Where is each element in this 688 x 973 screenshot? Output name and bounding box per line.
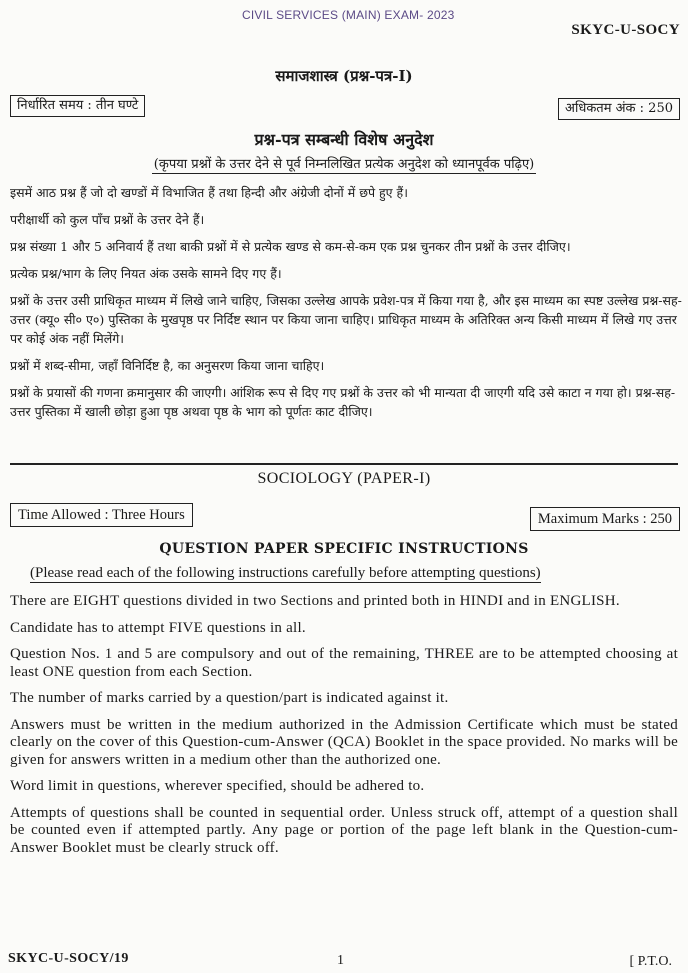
english-instruction: Question Nos. 1 and 5 are compulsory and out of the remaining, THREE are to be attempted choosing at least ONE question from each Section.	[10, 646, 678, 680]
hindi-instructions	[10, 183, 686, 429]
english-instructions-heading: QUESTION PAPER SPECIFIC INSTRUCTIONS	[159, 541, 529, 557]
english-paper-title: SOCIOLOGY (PAPER-I)	[257, 470, 431, 487]
hindi-instructions-subheading: (कृपया प्रश्नों के उत्तर देने से पूर्व निम्नलिखित प्रत्येक अनुदेश को ध्यानपूर्वक पढ़िए)	[153, 157, 535, 172]
english-instruction: Candidate has to attempt FIVE questions in all.	[10, 619, 306, 636]
hindi-instruction: परीक्षार्थी को कुल पाँच प्रश्नों के उत्तर देने हैं।	[10, 212, 205, 227]
english-instruction: Attempts of questions shall be counted in sequential order. Unless struck off, attempt of a question shall be counted even if attempted partly. Any page or portion of the page left blank in the Question-cum-Answer Booklet must be clearly struck off.	[10, 804, 678, 856]
english-instruction: Answers must be written in the medium authorized in the Admission Certificate which must be stated clearly on the cover of this Question-cum-Answer (QCA) Booklet in the space provided. No marks will be given for answers written in a medium other than the authorized one.	[10, 716, 678, 768]
hindi-instruction: प्रश्न संख्या 1 और 5 अनिवार्य हैं तथा बाकी प्रश्नों में से प्रत्येक खण्ड से कम-से-कम एक प्रश्न चुनकर तीन प्रश्नों के उत्तर दीजिए।	[10, 239, 571, 254]
paper-code: SKYC-U-SOCY	[571, 22, 680, 38]
english-instruction: There are EIGHT questions divided in two Sections and printed both in HINDI and in ENGLISH.	[10, 593, 620, 609]
english-instruction: Word limit in questions, wherever specified, should be adhered to.	[10, 778, 425, 794]
section-divider	[10, 463, 678, 465]
english-max-marks: Maximum Marks : 250	[530, 507, 680, 531]
english-instructions-subheading: (Please read each of the following instructions carefully before attempting questions)	[30, 565, 541, 581]
hindi-paper-title: समाजशास्त्र (प्रश्न-पत्र-I)	[275, 67, 413, 85]
please-turn-over: [ P.T.O.	[629, 954, 672, 969]
hindi-time-allowed: निर्धारित समय : तीन घण्टे	[10, 95, 145, 117]
exam-stamp: CIVIL SERVICES (MAIN) EXAM- 2023	[242, 8, 455, 22]
english-instruction: The number of marks carried by a question/part is indicated against it.	[10, 690, 449, 706]
hindi-instructions-heading: प्रश्न-पत्र सम्बन्धी विशेष अनुदेश	[254, 130, 434, 149]
footer-paper-code: SKYC-U-SOCY/19	[8, 951, 129, 966]
hindi-instruction: प्रश्नों में शब्द-सीमा, जहाँ विनिर्दिष्ट है, का अनुसरण किया जाना चाहिए।	[10, 358, 325, 373]
hindi-instruction: प्रश्नों के प्रयासों की गणना क्रमानुसार की जाएगी। आंशिक रूप से दिए गए प्रश्नों के उत्तर को भी मान्यता दी जाएगी यदि उसे काटा न गया हो। प्रश्न-सह-उत्तर पुस्तिका में खाली छोड़ा हुआ पृष्ठ अथवा पृष्ठ के भाग को पूर्णतः काट दीजिए।	[10, 385, 676, 419]
hindi-instruction: इसमें आठ प्रश्न हैं जो दो खण्डों में विभाजित हैं तथा हिन्दी और अंग्रेजी दोनों में छपे हुए हैं।	[10, 185, 408, 200]
hindi-instruction: प्रत्येक प्रश्न/भाग के लिए नियत अंक उसके सामने दिए गए हैं।	[10, 266, 282, 281]
english-time-allowed: Time Allowed : Three Hours	[10, 503, 193, 527]
page-number: 1	[337, 953, 344, 968]
hindi-max-marks: अधिकतम अंक : 250	[558, 98, 680, 120]
english-instructions	[10, 593, 678, 866]
hindi-instruction: प्रश्नों के उत्तर उसी प्राधिकृत माध्यम में लिखे जाने चाहिए, जिसका उल्लेख आपके प्रवेश-पत्र में किया गया है, और इस माध्यम का स्पष्ट उल्लेख प्रश्न-सह-उत्तर (क्यू० सी० ए०) पुस्तिका के मुखपृष्ठ पर निर्दिष्ट स्थान पर किया जाना चाहिए। प्राधिकृत माध्यम के अतिरिक्त अन्य किसी माध्यम में लिखे गए उत्तर पर कोई अंक नहीं मिलेंगे।	[10, 293, 682, 346]
